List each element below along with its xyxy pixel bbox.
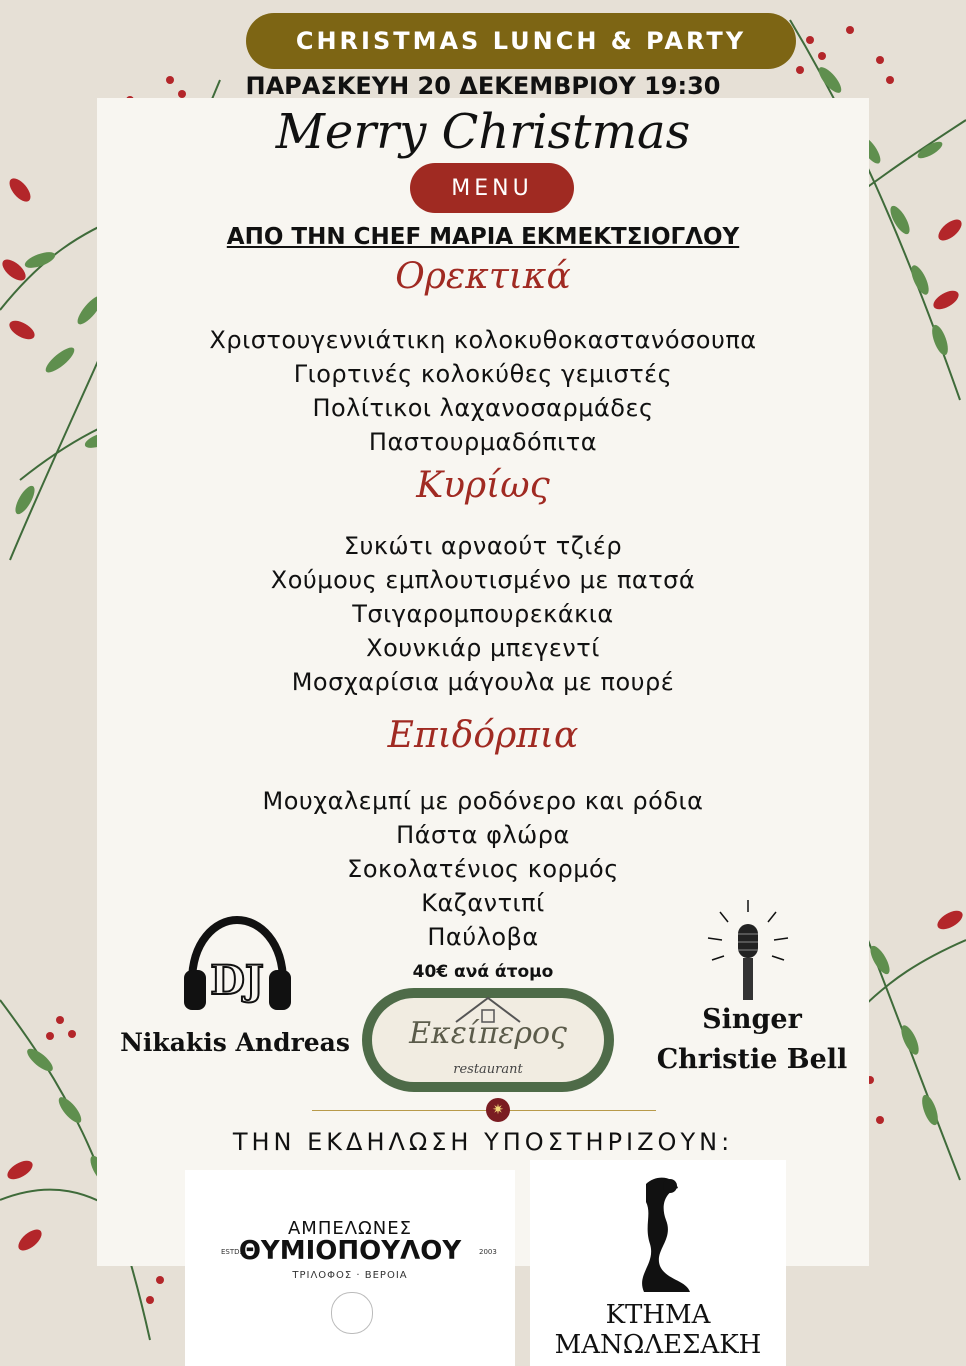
list-item: Πολίτικοι λαχανοσαρμάδες	[312, 394, 654, 422]
sponsor2-line1: ΚΤΗΜΑ	[605, 1300, 711, 1330]
event-date: ΠΑΡΑΣΚΕΥΗ 20 ΔΕΚΕΜΒΡΙΟΥ 19:30	[245, 72, 721, 100]
list-item: Παύλοβα	[427, 923, 539, 951]
list-item: Γιορτινές κολοκύθες γεμιστές	[293, 360, 673, 388]
list-item: Πάστα φλώρα	[396, 821, 570, 849]
list-item: Χούμους εμπλουτισμένο με πατσά	[270, 566, 696, 594]
list-item: Παστουρμαδόπιτα	[368, 428, 598, 456]
list-item: Χριστουγεννιάτικη κολοκυθοκαστανόσουπα	[209, 326, 757, 354]
list-item: Μοσχαρίσια μάγουλα με πουρέ	[291, 668, 675, 696]
sponsor-thymiopoulou	[185, 1170, 515, 1366]
restaurant-name: Εκείπερος	[409, 1016, 567, 1051]
support-title: ΤΗΝ ΕΚΔΗΛΩΣΗ ΥΠΟΣΤΗΡΙΖΟΥΝ:	[232, 1128, 734, 1156]
desserts-list	[0, 784, 966, 954]
list-item: Χουνκιάρ μπεγεντί	[366, 634, 600, 662]
list-item: Τσιγαρομπουρεκάκια	[352, 600, 614, 628]
list-item: Μουχαλεμπί με ροδόνερο και ρόδια	[262, 787, 704, 815]
section-title-appetizers: Ορεκτικά	[395, 256, 571, 297]
appetizers-list	[0, 323, 966, 459]
list-item: Καζαντιπί	[421, 889, 545, 917]
restaurant-subtitle: restaurant	[453, 1062, 523, 1077]
sponsor-manolesaki	[530, 1160, 786, 1366]
list-item: Συκώτι αρναούτ τζιέρ	[343, 532, 623, 560]
list-item: Σοκολατένιος κορμός	[347, 855, 619, 883]
mains-list	[0, 529, 966, 699]
event-banner	[246, 13, 796, 69]
star-icon: ✷	[486, 1098, 510, 1122]
section-title-mains: Κυρίως	[416, 465, 550, 506]
sponsor1-year: 2003	[479, 1248, 497, 1256]
price-per-person: 40€ ανά άτομο	[412, 962, 554, 982]
section-title-desserts: Επιδόρπια	[387, 715, 579, 756]
menu-label-text: MENU	[451, 175, 533, 201]
dj-logo-text: DJ	[210, 957, 264, 1004]
sponsor1-line1: ΑΜΠΕΛΩΝΕΣ	[287, 1218, 413, 1239]
restaurant-logo	[362, 988, 614, 1092]
sponsor1-place: ΤΡΙΛΟΦΟΣ · ΒΕΡΟΙΑ	[292, 1270, 408, 1281]
sponsor1-name: ΘΥΜΙΟΠΟΥΛΟΥ	[238, 1236, 462, 1266]
sponsor2-line2: ΜΑΝΩΛΕΣΑΚΗ	[554, 1330, 762, 1360]
chef-line	[0, 224, 966, 250]
dancers-icon	[626, 1174, 696, 1294]
divider	[312, 1110, 656, 1111]
sponsor1-estd: ESTD.	[221, 1248, 242, 1256]
menu-label	[410, 163, 574, 213]
dj-headphones-icon	[180, 912, 295, 1027]
chef-text: ΑΠΟ ΤΗΝ CHEF ΜΑΡΙΑ ΕΚΜΕΚΤΣΙΟΓΛΟΥ	[226, 224, 740, 250]
merry-christmas-title: Merry Christmas	[275, 104, 691, 160]
singer-name: Christie Bell	[656, 1044, 848, 1075]
singer-label: Singer	[702, 1004, 802, 1035]
seal-icon	[331, 1292, 373, 1334]
dj-name: Nikakis Andreas	[120, 1028, 350, 1057]
event-title: CHRISTMAS LUNCH & PARTY	[295, 27, 747, 55]
microphone-icon	[700, 898, 796, 1004]
